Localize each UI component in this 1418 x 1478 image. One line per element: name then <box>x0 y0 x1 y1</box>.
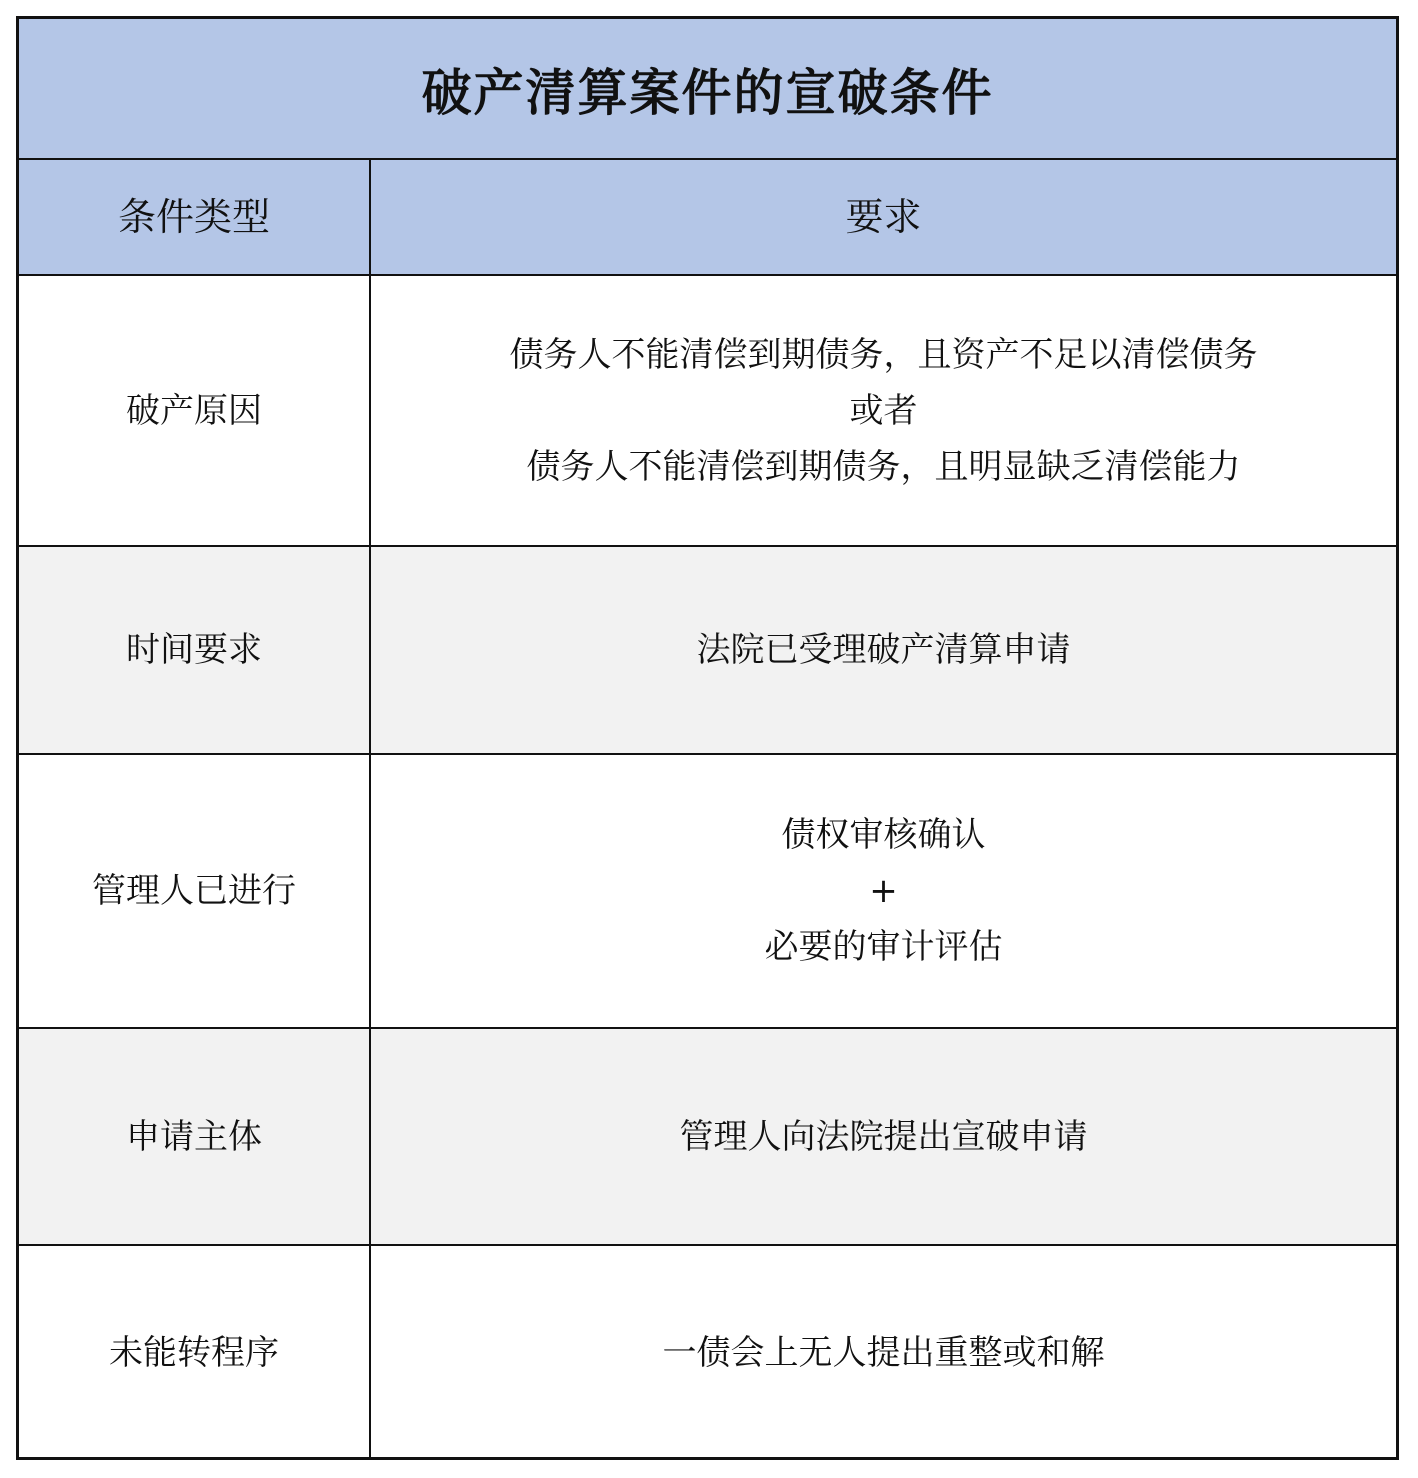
condition-type-cell: 破产原因 <box>19 275 370 546</box>
conditions-table-frame <box>16 16 1399 1460</box>
requirement-cell <box>370 1028 1396 1245</box>
requirement-cell <box>370 275 1396 546</box>
condition-type-cell: 管理人已进行 <box>19 754 370 1028</box>
requirement-line: 一债会上无人提出重整或和解 <box>662 1332 1105 1373</box>
requirement-cell <box>370 546 1396 754</box>
condition-type-cell: 未能转程序 <box>19 1245 370 1459</box>
requirement-line: 债权审核确认 <box>781 815 986 855</box>
requirement-line: 法院已受理破产清算申请 <box>696 630 1071 670</box>
condition-type-cell: 时间要求 <box>19 546 370 754</box>
header-requirement: 要求 <box>370 160 1396 275</box>
table-row <box>19 546 1396 754</box>
requirement-line: 债务人不能清偿到期债务，且明显缺乏清偿能力 <box>526 446 1241 487</box>
requirement-line: 管理人向法院提出宣破申请 <box>679 1116 1088 1157</box>
requirement-line: 或者 <box>849 390 918 431</box>
requirement-cell <box>370 754 1396 1028</box>
header-condition-type: 条件类型 <box>19 160 370 275</box>
table-title: 破产清算案件的宣破条件 <box>19 19 1396 160</box>
condition-type-cell: 申请主体 <box>19 1028 370 1245</box>
table-row <box>19 754 1396 1028</box>
table-row <box>19 1028 1396 1245</box>
requirement-cell <box>370 1245 1396 1459</box>
table-header-row <box>19 160 1396 275</box>
requirement-line: 债务人不能清偿到期债务，且资产不足以清偿债务 <box>509 334 1258 375</box>
requirement-line: 必要的审计评估 <box>764 927 1003 967</box>
requirement-line: + <box>869 871 898 911</box>
table-row <box>19 275 1396 546</box>
table-row <box>19 1245 1396 1459</box>
conditions-table <box>19 160 1396 1459</box>
